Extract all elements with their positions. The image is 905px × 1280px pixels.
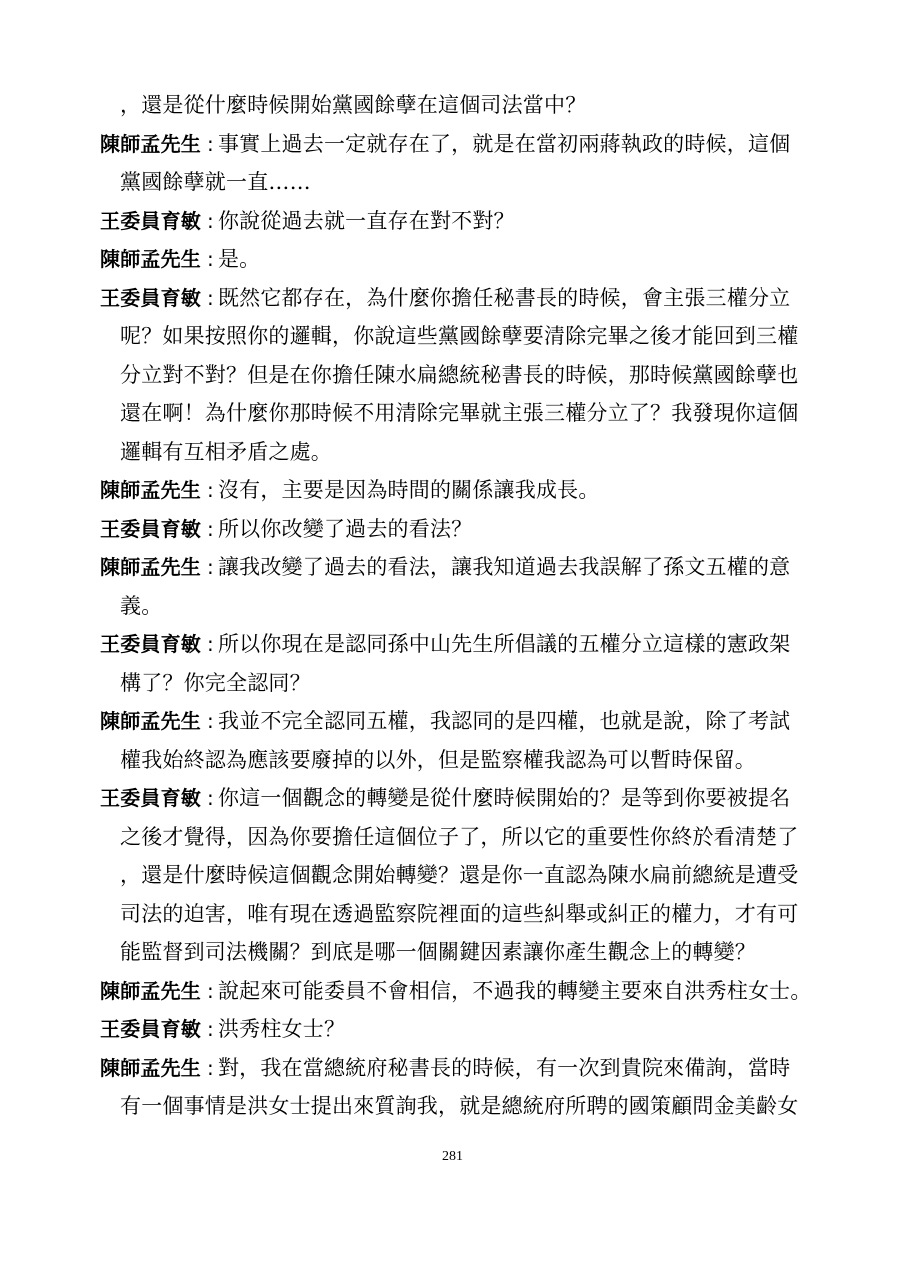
speech-text: 說起來可能委員不會相信，不過我的轉變主要來自洪秀柱女士。 bbox=[217, 978, 812, 1003]
speaker-name: 陳師孟先生 bbox=[100, 555, 201, 579]
speaker-name: 王委員育敏 bbox=[100, 786, 201, 810]
page-number: 281 bbox=[442, 1149, 463, 1164]
turn-continuation-line bbox=[0, 856, 905, 895]
speaker-colon: : bbox=[207, 1017, 214, 1041]
speech-text: ，還是什麼時候這個觀念開始轉變？還是你一直認為陳水扁前總統是遭受 bbox=[120, 863, 799, 887]
speaker-turn bbox=[0, 510, 905, 549]
speaker-name: 王委員育敏 bbox=[100, 632, 201, 656]
line-text: ，還是從什麼時候開始黨國餘孽在這個司法當中？ bbox=[120, 93, 587, 117]
speaker-name: 陳師孟先生 bbox=[100, 709, 201, 733]
speech-text: 我並不完全認同五權，我認同的是四權，也就是說，除了考試 bbox=[217, 709, 791, 733]
speech-text: 所以你改變了過去的看法？ bbox=[217, 516, 473, 541]
speaker-name: 陳師孟先生 bbox=[100, 247, 201, 271]
turn-continuation-line bbox=[0, 163, 905, 202]
turn-continuation-line bbox=[0, 818, 905, 857]
transcript-body bbox=[0, 86, 905, 1126]
speech-text: 呢？如果按照你的邏輯，你說這些黨國餘孽要清除完畢之後才能回到三權 bbox=[120, 324, 799, 348]
speech-text: 之後才覺得，因為你要擔任這個位子了，所以它的重要性你終於看清楚了 bbox=[120, 824, 799, 849]
turn-continuation-line bbox=[0, 895, 905, 934]
turn-continuation-line bbox=[0, 664, 905, 703]
speech-text: 對，我在當總統府秘書長的時候，有一次到貴院來備詢，當時 bbox=[217, 1055, 791, 1080]
speaker-name: 陳師孟先生 bbox=[100, 131, 201, 156]
speaker-turn bbox=[0, 202, 905, 241]
turn-continuation-line bbox=[0, 1087, 905, 1126]
speech-text: 分立對不對？但是在你擔任陳水扁總統秘書長的時候，那時候黨國餘孽也 bbox=[120, 362, 799, 387]
speaker-turn bbox=[0, 625, 905, 664]
speaker-colon: : bbox=[207, 516, 214, 541]
speaker-colon: : bbox=[207, 208, 214, 233]
speech-text: 有一個事情是洪女士提出來質詢我，就是總統府所聘的國策顧問金美齡女 bbox=[120, 1094, 799, 1118]
speaker-name: 陳師孟先生 bbox=[100, 1055, 201, 1080]
speaker-turn bbox=[0, 240, 905, 279]
speaker-turn bbox=[0, 471, 905, 510]
speech-text: 你說從過去就一直存在對不對？ bbox=[217, 208, 515, 233]
speaker-turn bbox=[0, 125, 905, 164]
speech-text: 黨國餘孽就一直…… bbox=[120, 170, 311, 194]
speaker-colon: : bbox=[207, 131, 214, 156]
speech-text: 既然它都存在，為什麼你擔任秘書長的時候，會主張三權分立 bbox=[217, 285, 791, 310]
speech-text: 能監督到司法機關？到底是哪一個關鍵因素讓你產生觀念上的轉變？ bbox=[120, 940, 756, 964]
speaker-colon: : bbox=[207, 555, 214, 579]
speaker-turn bbox=[0, 779, 905, 818]
speaker-colon: : bbox=[207, 478, 214, 502]
continued-line bbox=[0, 86, 905, 125]
speaker-colon: : bbox=[207, 632, 214, 656]
speaker-colon: : bbox=[207, 1055, 214, 1080]
speaker-colon: : bbox=[207, 978, 214, 1003]
speech-text: 事實上過去一定就存在了，就是在當初兩蔣執政的時候，這個 bbox=[217, 131, 791, 156]
speaker-turn bbox=[0, 1010, 905, 1049]
speaker-name: 王委員育敏 bbox=[100, 208, 201, 233]
speech-text: 沒有，主要是因為時間的關係讓我成長。 bbox=[217, 478, 600, 502]
speaker-turn bbox=[0, 279, 905, 318]
speech-text: 讓我改變了過去的看法，讓我知道過去我誤解了孫文五權的意 bbox=[217, 555, 791, 579]
speaker-name: 陳師孟先生 bbox=[100, 478, 201, 502]
turn-continuation-line bbox=[0, 394, 905, 433]
turn-list bbox=[0, 125, 905, 1126]
speaker-turn bbox=[0, 548, 905, 587]
speech-text: 是。 bbox=[217, 247, 261, 271]
speaker-name: 王委員育敏 bbox=[100, 1017, 201, 1041]
speech-text: 構了？你完全認同？ bbox=[120, 670, 311, 695]
speaker-turn bbox=[0, 1049, 905, 1088]
speaker-name: 陳師孟先生 bbox=[100, 978, 201, 1003]
turn-continuation-line bbox=[0, 933, 905, 972]
speaker-turn bbox=[0, 972, 905, 1011]
turn-continuation-line bbox=[0, 317, 905, 356]
speaker-colon: : bbox=[207, 709, 214, 733]
speaker-colon: : bbox=[207, 247, 214, 271]
speaker-name: 王委員育敏 bbox=[100, 516, 201, 541]
turn-continuation-line bbox=[0, 741, 905, 780]
turn-continuation-line bbox=[0, 433, 905, 472]
speech-text: 義。 bbox=[120, 593, 163, 618]
speech-text: 邏輯有互相矛盾之處。 bbox=[120, 439, 332, 464]
speech-text: 權我始終認為應該要廢掉的以外，但是監察權我認為可以暫時保留。 bbox=[120, 747, 756, 772]
speaker-name: 王委員育敏 bbox=[100, 285, 201, 310]
speech-text: 還在啊！為什麼你那時候不用清除完畢就主張三權分立了？我發現你這個 bbox=[120, 401, 799, 425]
speech-text: 洪秀柱女士？ bbox=[217, 1017, 346, 1041]
speaker-turn bbox=[0, 702, 905, 741]
speech-text: 所以你現在是認同孫中山先生所倡議的五權分立這樣的憲政架 bbox=[217, 632, 791, 656]
speaker-colon: : bbox=[207, 786, 214, 810]
speech-text: 你這一個觀念的轉變是從什麼時候開始的？是等到你要被提名 bbox=[217, 786, 791, 810]
turn-continuation-line bbox=[0, 356, 905, 395]
speaker-colon: : bbox=[207, 285, 214, 310]
speech-text: 司法的迫害，唯有現在透過監察院裡面的這些糾舉或糾正的權力，才有可 bbox=[120, 901, 799, 926]
turn-continuation-line bbox=[0, 587, 905, 626]
